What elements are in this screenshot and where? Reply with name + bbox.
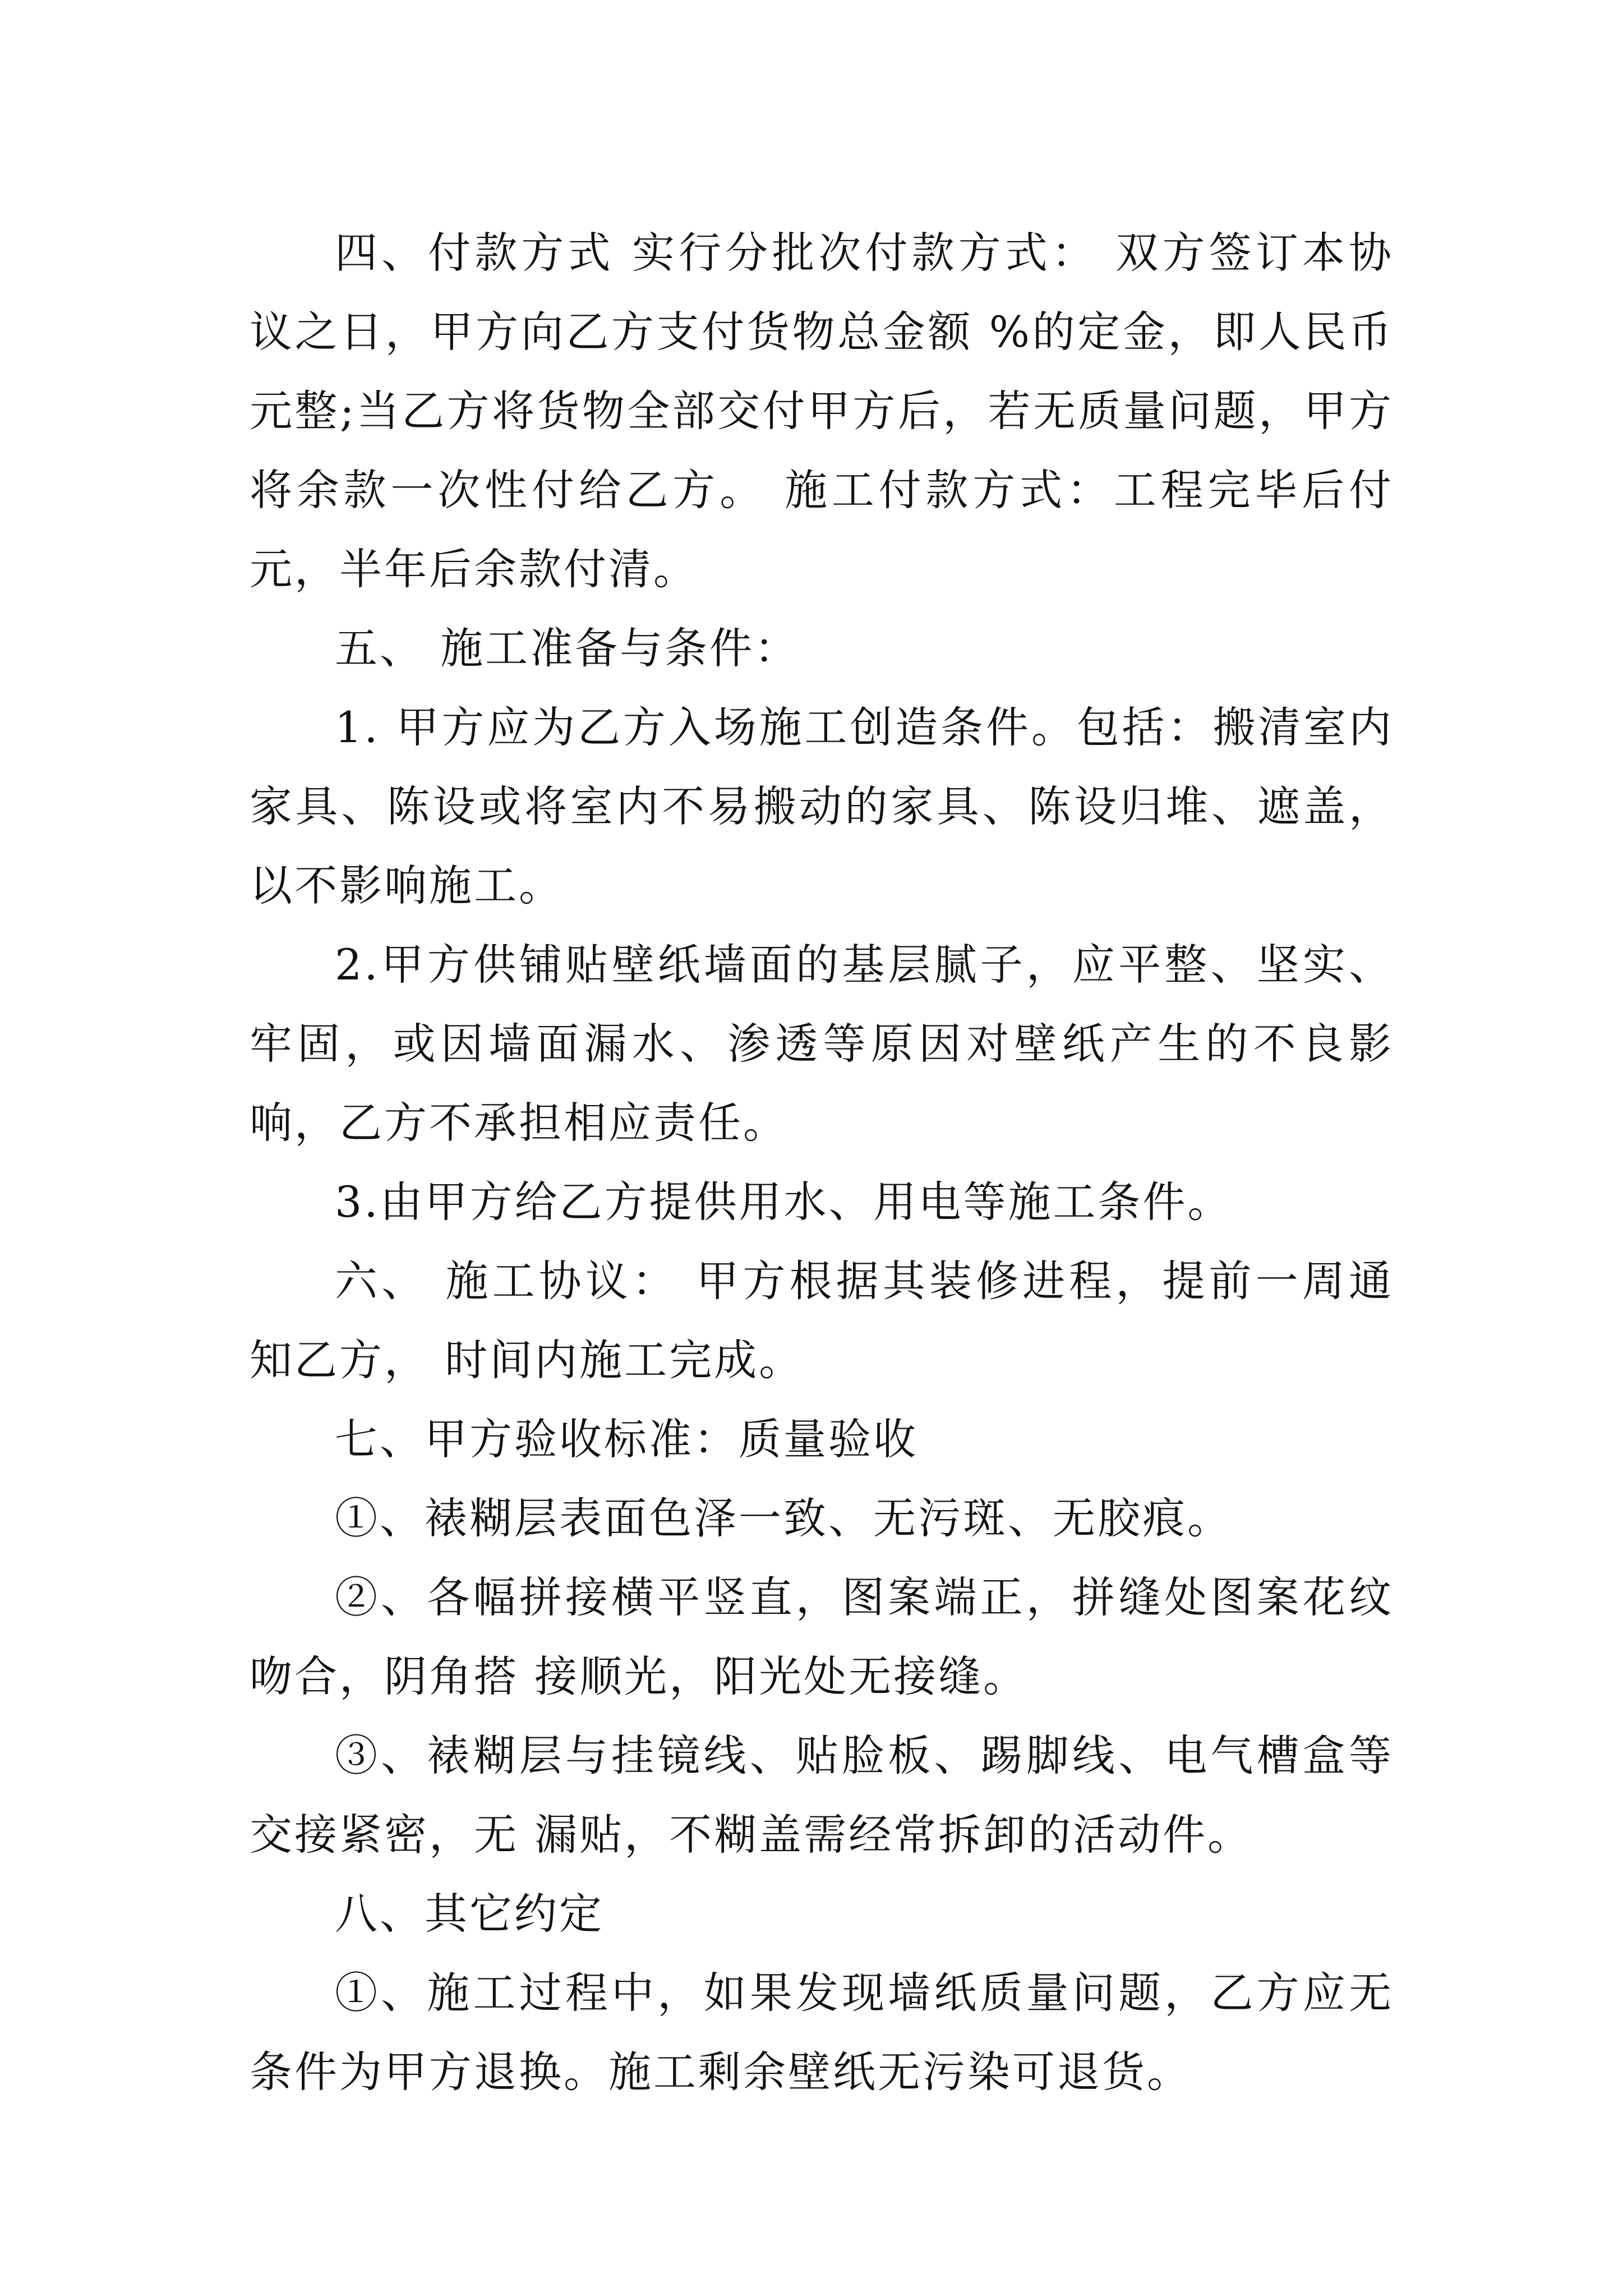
- paragraph-construction-agreement: 六、 施工协议： 甲方根据其装修进程，提前一周通知乙方， 时间内施工完成。: [250, 1256, 1394, 1385]
- paragraph-acceptance-item-3: ③、裱糊层与挂镜线、贴脸板、踢脚线、电气槽盒等交接紧密，无 漏贴，不糊盖需经常拆卸的活动件。: [250, 1731, 1394, 1860]
- paragraph-water-electricity: 3.由甲方给乙方提供用水、用电等施工条件。: [335, 1177, 1233, 1227]
- paragraph-other-terms-heading: 八、其它约定: [335, 1889, 604, 1939]
- paragraph-acceptance-item-2: ②、各幅拼接横平竖直，图案端正，拼缝处图案花纹吻合，阴角搭 接顺光，阳光处无接缝。: [250, 1572, 1394, 1701]
- paragraph-payment-method: 四、付款方式 实行分批次付款方式： 双方签订本协议之日，甲方向乙方支付货物总金额 %的定金，即人民币 元整;当乙方将货物全部交付甲方后，若无质量问题，甲方将余款一次性付给乙方。 施工付款方式：工程完毕后付 元，半年后余款付清。: [250, 228, 1394, 594]
- document-body: [250, 213, 1394, 2111]
- paragraph-acceptance-item-1: ①、裱糊层表面色泽一致、无污斑、无胶痕。: [335, 1493, 1232, 1543]
- paragraph-acceptance-heading: 七、甲方验收标准：质量验收: [335, 1414, 918, 1464]
- paragraph-site-conditions: 1. 甲方应为乙方入场施工创造条件。包括：搬清室内家具、陈设或将室内不易搬动的家具、陈设归堆、遮盖，以不影响施工。: [250, 702, 1394, 910]
- paragraph-other-terms-item-1: ①、施工过程中，如果发现墙纸质量问题，乙方应无条件为甲方退换。施工剩余壁纸无污染可退货。: [250, 1968, 1394, 2097]
- paragraph-construction-preparation-heading: 五、 施工准备与条件：: [335, 623, 800, 673]
- paragraph-wall-putty: 2.甲方供铺贴壁纸墙面的基层腻子，应平整、坚实、牢固，或因墙面漏水、渗透等原因对壁纸产生的不良影响，乙方不承担相应责任。: [250, 940, 1394, 1148]
